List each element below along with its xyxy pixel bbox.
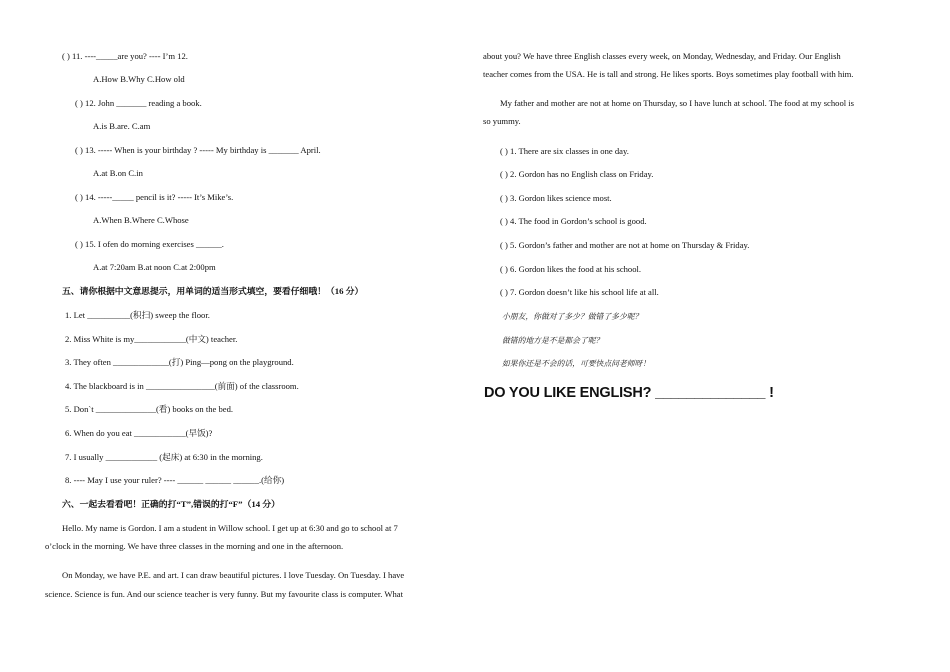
question-13-options: A.at B.on C.in [93, 168, 143, 178]
passage-line: about you? We have three English classes every week, on Monday, Wednesday, and Friday. Our English [483, 51, 841, 61]
question-15-options: A.at 7:20am B.at noon C.at 2:00pm [93, 262, 216, 272]
fill-4: 4. The blackboard is in ________________(前面) of the classroom. [65, 381, 299, 391]
note-3: 如果你还是不会的话，可要快点问老师呀！ [502, 359, 651, 368]
passage-line: so yummy. [483, 116, 521, 126]
passage-line: My father and mother are not at home on Thursday, so I have lunch at school. The food at my school is [500, 98, 855, 108]
passage-line: Hello. My name is Gordon. I am a student in Willow school. I get up at 6:30 and go to school at 7 [62, 523, 398, 533]
tf-question-4: ( ) 4. The food in Gordon’s school is good. [500, 216, 647, 226]
fill-8: 8. ---- May I use your ruler? ---- ______ ______ ______.(给你) [65, 475, 285, 485]
tf-question-2: ( ) 2. Gordon has no English class on Friday. [500, 169, 654, 179]
fill-7: 7. I usually ____________ (起床) at 6:30 in the morning. [65, 452, 263, 462]
passage-line: On Monday, we have P.E. and art. I can draw beautiful pictures. I love Tuesday. On Tuesday. I have [62, 570, 405, 580]
question-13: ( ) 13. ----- When is your birthday ? ----- My birthday is _______ April. [75, 145, 321, 155]
fill-5: 5. Don`t ______________(看) books on the bed. [65, 404, 234, 414]
passage-line: science. Science is fun. And our science teacher is very funny. But my favourite class is computer. What [45, 589, 403, 599]
section-6-title: 六、一起去看看吧！正确的打“T”,错误的打“F”（14 分） [62, 499, 280, 509]
section-5-title: 五、请你根据中文意思提示，用单词的适当形式填空，要看仔细哦！（16 分） [62, 286, 364, 296]
closing-banner: DO YOU LIKE ENGLISH? ______________ ! [484, 385, 774, 401]
question-12-options: A.is B.are. C.am [93, 121, 151, 131]
tf-question-3: ( ) 3. Gordon likes science most. [500, 193, 612, 203]
tf-question-7: ( ) 7. Gordon doesn’t like his school life at all. [500, 287, 659, 297]
question-11: ( ) 11. ----_____are you? ---- I’m 12. [62, 51, 188, 61]
fill-3: 3. They often _____________(打) Ping—pong on the playground. [65, 357, 294, 367]
tf-question-1: ( ) 1. There are six classes in one day. [500, 146, 629, 156]
tf-question-6: ( ) 6. Gordon likes the food at his school. [500, 264, 642, 274]
fill-2: 2. Miss White is my____________(中文) teacher. [65, 334, 238, 344]
passage-line: o’clock in the morning. We have three classes in the morning and one in the afternoon. [45, 541, 344, 551]
question-11-options: A.How B.Why C.How old [93, 74, 185, 84]
fill-1: 1. Let __________(积扫) sweep the floor. [65, 310, 210, 320]
passage-line: teacher comes from the USA. He is tall and strong. He likes sports. Boys sometimes play football with him. [483, 69, 854, 79]
question-14: ( ) 14. -----_____ pencil is it? ----- It’s Mike’s. [75, 192, 234, 202]
question-14-options: A.When B.Where C.Whose [93, 215, 189, 225]
fill-6: 6. When do you eat ____________(早饭)? [65, 428, 213, 438]
tf-question-5: ( ) 5. Gordon’s father and mother are not at home on Thursday & Friday. [500, 240, 750, 250]
note-1: 小朋友，你做对了多少？做错了多少呢？ [502, 312, 643, 321]
note-2: 做错的地方是不是都会了呢？ [502, 336, 604, 345]
question-12: ( ) 12. John _______ reading a book. [75, 98, 202, 108]
question-15: ( ) 15. I ofen do morning exercises ______. [75, 239, 224, 249]
